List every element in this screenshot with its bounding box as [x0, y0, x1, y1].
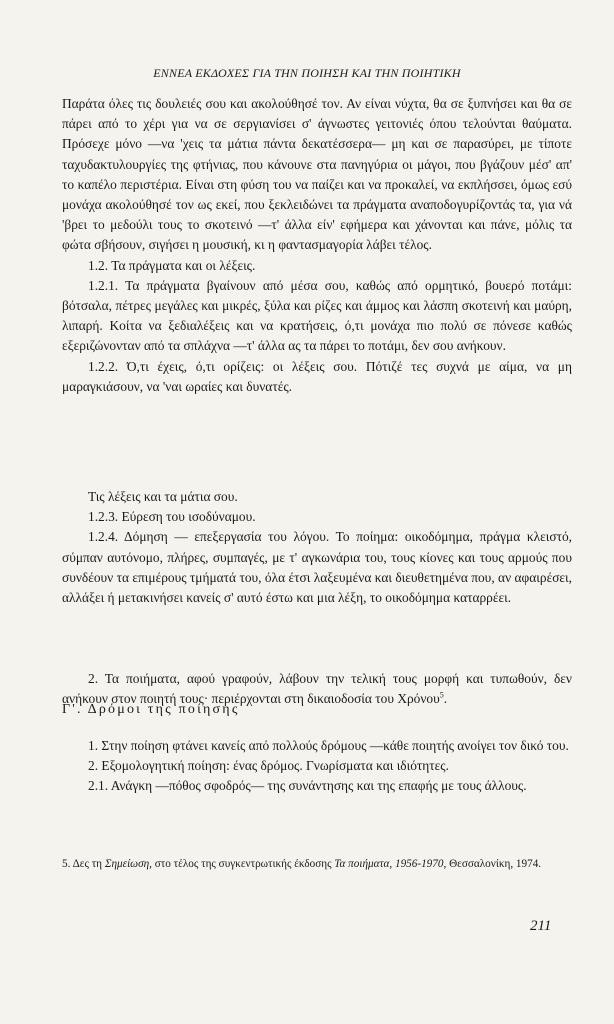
footnote-marker: 5	[439, 690, 444, 700]
footnote	[62, 856, 562, 873]
paragraph: 2. Εξομολογητική ποίηση: ένας δρόμος. Γνωρίσματα και ιδιότητες.	[88, 758, 449, 774]
body-block-4	[62, 736, 572, 797]
footnote-italic-title: Σημείωση	[104, 858, 150, 870]
paragraph: Παράτα όλες τις δουλειές σου και ακολούθησέ τον. Αν είναι νύχτα, θα σε ξυπνήσει και θα σε πάρει από το χέρι για να σε σεργιανίσει σ' άγνωστες γειτονιές όπου τελούνται θαύματα. Πρόσεχε μόνο —να 'χεις τα μάτια πάντα δεκατέσσερα— μη και σε παρασύρει, με τίποτε ταχυδακτυλουργίες της φτήνιας, που κάνουνε στα πανηγύρια οι μάγοι, που βγάζουν μέσ' απ' το καπέλο περιστέρια. Είναι στη φύση του να παίζει και να προκαλεί, να εκπλήσσει, όμως εσύ μονάχα ακολούθησέ τον ως εκεί, που ξεκλειδώνει τα πράγματα αναποδογυρίζοντάς τα, για νά 'βρει το μεδούλι τους το σκοτεινό —τ' άλλα είν' εφήμερα και χάνονται και πάνε, μόλις τα φώτα σβήσουν, σιγήσει η μουσική, κι η φαντασμαγορία λάβει τέλος.	[62, 96, 572, 253]
running-head: ΕΝΝΕΑ ΕΚΔΟΧΕΣ ΓΙΑ ΤΗΝ ΠΟΙΗΣΗ ΚΑΙ ΤΗΝ ΠΟΙΗΤΙΚΗ	[153, 66, 461, 80]
paragraph-text: 2. Τα ποιήματα, αφού γραφούν, λάβουν την τελική τους μορφή και τυπωθούν, δεν ανήκουν στον ποιητή τους· περιέρχονται στη δικαιοδοσία του Χρόνου	[62, 671, 572, 707]
footnote-italic-book: Τα ποιήματα, 1956-1970	[334, 858, 444, 870]
paragraph: Τις λέξεις και τα μάτια σου.	[88, 489, 238, 504]
footnote-text: 5. Δες τη	[62, 858, 105, 870]
paragraph: 1. Στην ποίηση φτάνει κανείς από πολλούς δρόμους —κάθε ποιητής ανοίγει τον δικό του.	[88, 738, 569, 753]
section-heading: Γ'. Δρόμοι της ποίησης	[62, 702, 240, 717]
paragraph: 1.2.3. Εύρεση του ισοδύναμου.	[88, 509, 256, 525]
page-number: 211	[530, 918, 552, 934]
body-block-1	[62, 94, 572, 397]
footnote-text: , Θεσσαλονίκη, 1974.	[443, 858, 542, 870]
footnote-text: , στο τέλος της συγκεντρωτικής έκδοσης	[149, 858, 335, 870]
paragraph: 1.2. Τα πράγματα και οι λέξεις.	[88, 257, 256, 273]
paragraph: 1.2.2. Ό,τι έχεις, ό,τι ορίζεις: οι λέξεις σου. Πότιζέ τες συχνά με αίμα, να μη μαραγκιάσουν, να 'ναι ωραίες και δυνατές.	[62, 358, 572, 394]
paragraph: 2.1. Ανάγκη —πόθος σφοδρός— της συνάντησης και της επαφής με τους άλλους.	[88, 778, 527, 794]
paragraph: 1.2.4. Δόμηση — επεξεργασία του λόγου. Το ποίημα: οικοδόμημα, πράγμα κλειστό, σύμπαν αυτόνομο, πλήρες, συμπαγές, με τ' αγκωνάρια του, τους κίονες και τους αρμούς που συνδέουν τα επιμέρους τμήματά του, όλα έτσι λαξευμένα και διευθετημένα που, αν αφαιρέσει, αλλάξει ή μετακινήσει κανείς σ' αυτό έστω και μια λέξη, το οικοδόμημα καταρρέει.	[62, 529, 572, 606]
body-block-2	[62, 487, 572, 608]
paragraph: 1.2.1. Τα πράγματα βγαίνουν από μέσα σου, καθώς από ορμητικό, βουερό ποτάμι: βότσαλα, πέτρες μεγάλες και μικρές, ξύλα και ρίζες και άμμος και λάσπη σκοτεινή και μαύρη, λιπαρή. Κοίτα να ξεδιαλέξεις και να κρατήσεις, ό,τι μονάχα πιο πολύ σε πόνεσε καθώς εξεριζώνονταν από τα σπλάχνα —τ' άλλα ας τα πάρει το ποτάμι, δεν σου ανήκουν.	[62, 277, 572, 354]
paragraph-end: .	[443, 691, 448, 707]
